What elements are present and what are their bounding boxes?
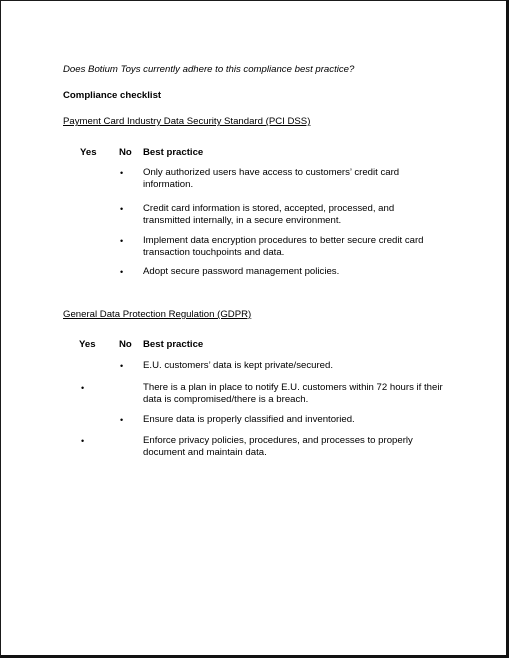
checklist-item: Only authorized users have access to customers’ credit card information.	[143, 167, 400, 190]
section-title-gdpr: General Data Protection Regulation (GDPR)	[63, 309, 252, 320]
checklist-item: Adopt secure password management policies.	[143, 266, 340, 277]
checklist-bullet: •	[120, 168, 124, 178]
checklist-bullet: •	[120, 415, 124, 425]
column-header-best-practice: Best practice	[143, 147, 204, 158]
column-header-best-practice: Best practice	[143, 339, 204, 350]
checklist-item: There is a plan in place to notify E.U. customers within 72 hours if their data is compromised/there is a breach.	[143, 382, 443, 405]
checklist-item: E.U. customers’ data is kept private/secured.	[143, 360, 334, 371]
checklist-bullet: •	[120, 204, 124, 214]
checklist-bullet: •	[81, 383, 85, 393]
column-header-no: No	[119, 147, 132, 158]
column-header-no: No	[119, 339, 132, 350]
checklist-item: Enforce privacy policies, procedures, and processes to properly document and maintain data.	[143, 435, 413, 458]
checklist-item: Ensure data is properly classified and inventoried.	[143, 414, 355, 425]
checklist-bullet: •	[81, 436, 85, 446]
section-title-pci-dss: Payment Card Industry Data Security Standard (PCI DSS)	[63, 116, 311, 127]
checklist-title: Compliance checklist	[63, 90, 162, 101]
checklist-item: Credit card information is stored, accepted, processed, and transmitted internally, in a secure environment.	[143, 203, 395, 226]
question-text: Does Botium Toys currently adhere to this compliance best practice?	[63, 64, 355, 75]
checklist-bullet: •	[120, 267, 124, 277]
checklist-bullet: •	[120, 236, 124, 246]
checklist-bullet: •	[120, 361, 124, 371]
column-header-yes: Yes	[79, 339, 96, 350]
column-header-yes: Yes	[80, 147, 97, 158]
checklist-item: Implement data encryption procedures to better secure credit card transaction touchpoints and data.	[143, 235, 424, 258]
